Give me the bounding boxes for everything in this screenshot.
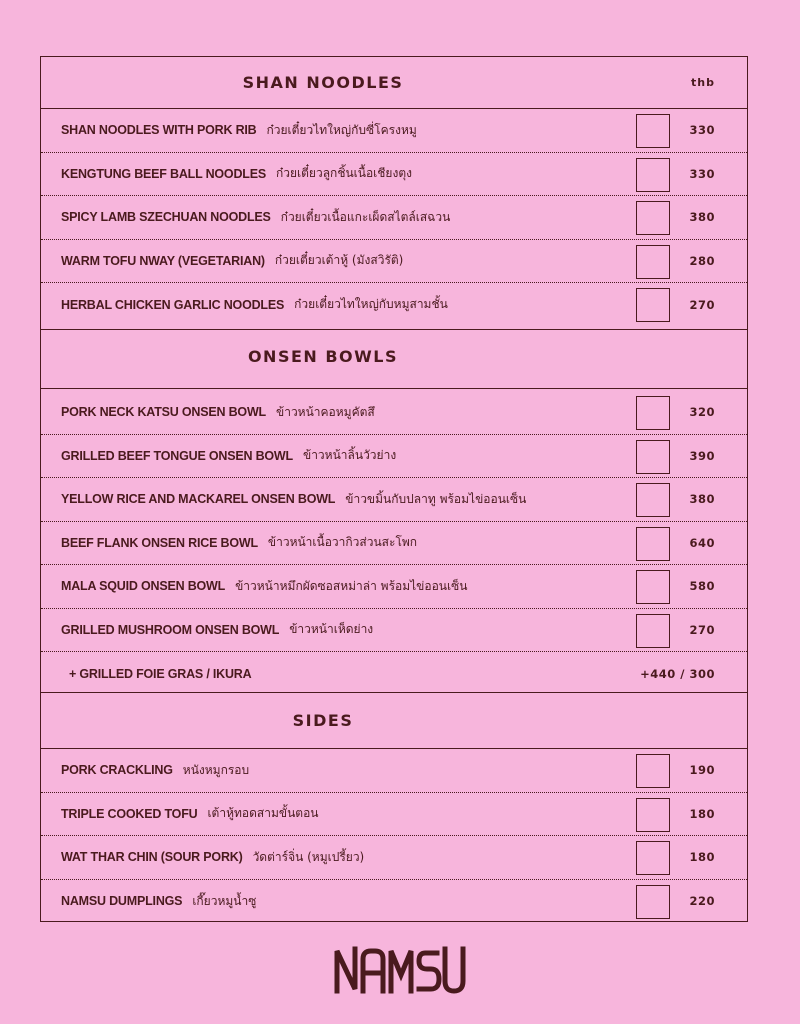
menu-card — [40, 56, 748, 922]
item-price: 640 — [689, 535, 715, 550]
item-price: 180 — [689, 806, 715, 821]
section-header — [41, 692, 747, 749]
item-name-th: ข้าวหน้าคอหมูคัตสึ — [276, 404, 375, 419]
quantity-box[interactable] — [636, 614, 670, 648]
menu-item — [41, 196, 747, 240]
quantity-box[interactable] — [636, 158, 670, 192]
item-name-en: HERBAL CHICKEN GARLIC NOODLES — [61, 297, 285, 312]
item-price: 580 — [689, 579, 715, 594]
item-name-th: ข้าวหน้าหมึกผัดซอสหม่าล่า พร้อมไข่ออนเซ็น — [235, 578, 468, 593]
item-name-th: ก๋วยเตี๋ยวไทใหญ่กับหมูสามชั้น — [294, 297, 448, 312]
menu-item — [41, 478, 747, 522]
addon-label: + GRILLED FOIE GRAS / IKURA — [69, 666, 252, 681]
quantity-box[interactable] — [636, 527, 670, 561]
price-unit: thb — [691, 76, 715, 89]
item-name-th: ก๋วยเตี๋ยวเต้าหู้ (มังสวิรัติ) — [274, 253, 404, 268]
item-price: 330 — [689, 166, 715, 181]
menu-item — [41, 836, 747, 880]
item-name-en: NAMSU DUMPLINGS — [61, 894, 183, 909]
item-price: 330 — [689, 123, 715, 138]
item-price: 270 — [689, 297, 715, 312]
item-price: 280 — [689, 253, 715, 268]
quantity-box[interactable] — [636, 396, 670, 430]
menu-item — [41, 435, 747, 479]
item-price: 180 — [689, 850, 715, 865]
item-name-th: ก๋วยเตี๋ยวเนื้อแกะเผ็ดสไตล์เสฉวน — [280, 209, 451, 224]
item-name-en: BEEF FLANK ONSEN RICE BOWL — [61, 535, 258, 550]
quantity-box[interactable] — [636, 201, 670, 235]
menu-item — [41, 240, 747, 284]
item-name-en: WARM TOFU NWAY (VEGETARIAN) — [61, 253, 265, 268]
quantity-box[interactable] — [636, 798, 670, 832]
quantity-box[interactable] — [636, 841, 670, 875]
menu-item — [41, 565, 747, 609]
quantity-box[interactable] — [636, 288, 670, 322]
item-name-th: เต้าหู้ทอดสามขั้นตอน — [207, 806, 319, 821]
menu-item — [41, 153, 747, 197]
section-header — [41, 57, 747, 109]
item-name-en: YELLOW RICE AND MACKAREL ONSEN BOWL — [61, 492, 336, 507]
item-name-th: ข้าวขมิ้นกับปลาทู พร้อมไข่ออนเซ็น — [345, 491, 527, 506]
section-title: SIDES — [292, 711, 354, 730]
item-name-en: KENGTUNG BEEF BALL NOODLES — [61, 166, 266, 181]
item-name-en: GRILLED MUSHROOM ONSEN BOWL — [61, 622, 280, 637]
menu-addon — [41, 652, 747, 696]
menu-item — [41, 880, 747, 924]
brand-logo — [0, 944, 800, 996]
item-name-en: GRILLED BEEF TONGUE ONSEN BOWL — [61, 448, 293, 463]
menu-item — [41, 283, 747, 327]
menu-item — [41, 391, 747, 435]
item-name-en: PORK CRACKLING — [61, 763, 173, 778]
item-price: 390 — [689, 448, 715, 463]
menu-item — [41, 609, 747, 653]
quantity-box[interactable] — [636, 483, 670, 517]
menu-item — [41, 109, 747, 153]
item-price: 380 — [689, 492, 715, 507]
item-name-th: หนังหมูกรอบ — [182, 762, 250, 777]
item-name-th: ข้าวหน้าเนื้อวากิวส่วนสะโพก — [267, 535, 418, 550]
item-name-en: WAT THAR CHIN (SOUR PORK) — [61, 850, 243, 865]
quantity-box[interactable] — [636, 570, 670, 604]
item-price: 380 — [689, 210, 715, 225]
item-price: 320 — [689, 405, 715, 420]
item-name-th: ก๋วยเตี๋ยวลูกชิ้นเนื้อเชียงตุง — [276, 166, 412, 181]
item-price: 190 — [689, 763, 715, 778]
item-name-en: TRIPLE COOKED TOFU — [61, 806, 198, 821]
item-name-th: เกี๊ยวหมูน้ำซู — [192, 893, 257, 908]
namsu-logo-icon — [333, 945, 467, 995]
section-title: SHAN NOODLES — [242, 73, 404, 92]
item-name-en: MALA SQUID ONSEN BOWL — [61, 579, 226, 594]
item-name-en: SPICY LAMB SZECHUAN NOODLES — [61, 210, 271, 225]
item-name-en: PORK NECK KATSU ONSEN BOWL — [61, 405, 266, 420]
quantity-box[interactable] — [636, 440, 670, 474]
menu-item — [41, 522, 747, 566]
item-price: 270 — [689, 622, 715, 637]
quantity-box[interactable] — [636, 754, 670, 788]
quantity-box[interactable] — [636, 114, 670, 148]
menu-item — [41, 749, 747, 793]
addon-price: +440 / 300 — [640, 666, 715, 681]
menu-item — [41, 793, 747, 837]
item-name-th: วัดต่าร์จิ่น (หมูเปรี้ยว) — [252, 849, 365, 864]
item-name-th: ข้าวหน้าลิ้นวัวย่าง — [302, 448, 397, 463]
quantity-box[interactable] — [636, 245, 670, 279]
section-header — [41, 329, 747, 389]
item-name-th: ก๋วยเตี๋ยวไทใหญ่กับซี่โครงหมู — [266, 122, 417, 137]
item-price: 220 — [689, 894, 715, 909]
item-name-en: SHAN NOODLES WITH PORK RIB — [61, 123, 257, 138]
section-title: ONSEN BOWLS — [247, 346, 399, 366]
item-name-th: ข้าวหน้าเห็ดย่าง — [289, 622, 374, 637]
quantity-box[interactable] — [636, 885, 670, 919]
